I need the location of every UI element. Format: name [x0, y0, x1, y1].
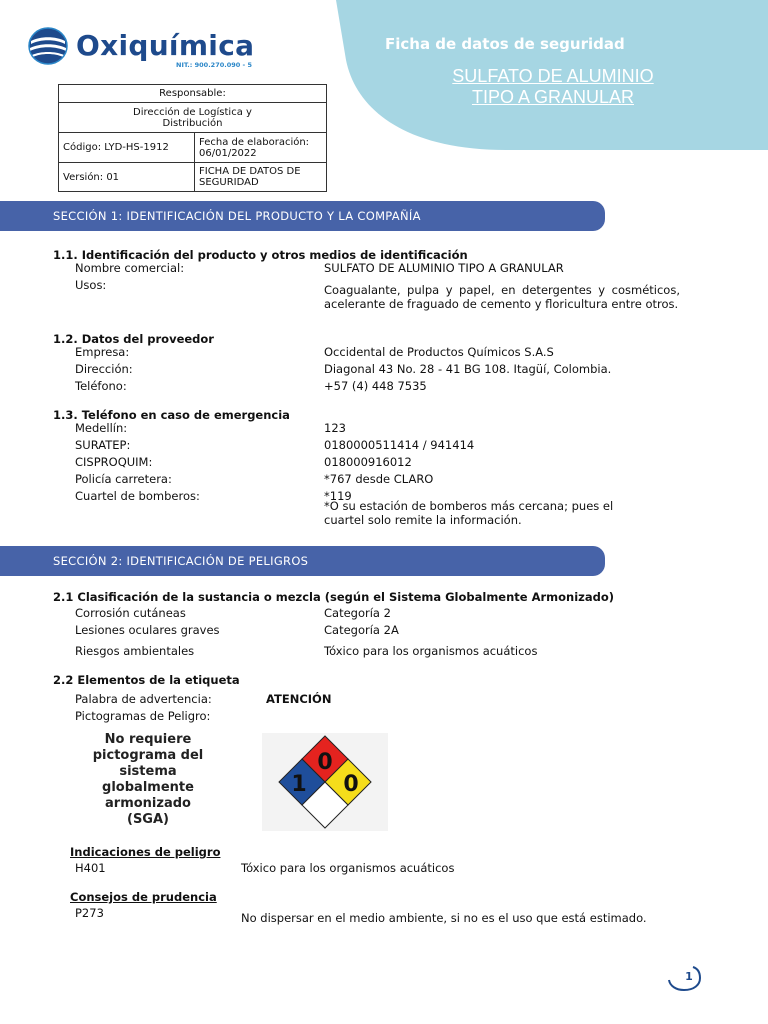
h401-text: Tóxico para los organismos acuáticos [241, 861, 455, 875]
suratep-value: 0180000511414 / 941414 [324, 438, 475, 452]
telefono-label: Teléfono: [75, 379, 127, 393]
subsection-2-2-title: 2.2 Elementos de la etiqueta [53, 673, 240, 687]
p273-code: P273 [75, 906, 104, 920]
page-number: 1 [685, 970, 693, 983]
product-title [395, 66, 711, 108]
direccion-text: Dirección de Logística y Distribución [133, 106, 252, 129]
cisproquim-label: CISPROQUIM: [75, 455, 153, 469]
section-1-title: SECCIÓN 1: IDENTIFICACIÓN DEL PRODUCTO Y LA COMPAÑÍA [53, 209, 421, 223]
corrosion-value: Categoría 2 [324, 606, 391, 620]
corrosion-label: Corrosión cutáneas [75, 606, 186, 620]
consejos-title: Consejos de prudencia [70, 890, 217, 904]
policia-value: *767 desde CLARO [324, 472, 434, 486]
company-nit: NIT.: 900.270.090 - 5 [176, 61, 253, 69]
fecha-cell: Fecha de elaboración: 06/01/2022 [195, 133, 327, 163]
suratep-label: SURATEP: [75, 438, 131, 452]
subsection-1-3-title: 1.3. Teléfono en caso de emergencia [53, 408, 290, 422]
pictogramas-label: Pictogramas de Peligro: [75, 709, 211, 723]
empresa-value: Occidental de Productos Químicos S.A.S [324, 345, 554, 359]
version-cell: Versión: 01 [59, 163, 195, 192]
lesiones-value: Categoría 2A [324, 623, 399, 637]
p273-text: No dispersar en el medio ambiente, si no es el uso que está estimado. [241, 911, 647, 925]
document-info-table [58, 84, 327, 192]
section-2-title: SECCIÓN 2: IDENTIFICACIÓN DE PELIGROS [53, 554, 309, 568]
direccion-cell [59, 103, 327, 133]
palabra-label: Palabra de advertencia: [75, 692, 212, 706]
medellin-value: 123 [324, 421, 346, 435]
product-title-line-1: SULFATO DE ALUMINIO [452, 66, 654, 86]
bomberos-value: *119 [324, 489, 352, 503]
document-type-title: Ficha de datos de seguridad [385, 35, 625, 53]
section-2-header [0, 546, 605, 576]
cisproquim-value: 018000916012 [324, 455, 412, 469]
usos-value: Coagualante, pulpa y papel, en detergentes y cosméticos, acelerante de fraguado de cemento y floricultura entre otros. [324, 283, 680, 311]
responsable-cell: Responsable: [59, 85, 327, 103]
policia-label: Policía carretera: [75, 472, 172, 486]
sga-notice: No requiere pictograma del sistema globalmente armonizado (SGA) [92, 732, 204, 827]
section-1-header [0, 201, 605, 231]
bomberos-note: *O su estación de bomberos más cercana; pues el cuartel solo remite la información. [324, 499, 614, 527]
nfpa-diamond-icon [262, 733, 388, 831]
page-number-badge [667, 964, 701, 992]
nfpa-flammability: 0 [317, 750, 333, 775]
subsection-1-2-title: 1.2. Datos del proveedor [53, 332, 214, 346]
codigo-cell: Código: LYD-HS-1912 [59, 133, 195, 163]
empresa-label: Empresa: [75, 345, 130, 359]
bomberos-label: Cuartel de bomberos: [75, 489, 200, 503]
palabra-value: ATENCIÓN [266, 692, 332, 706]
tipo-cell: FICHA DE DATOS DE SEGURIDAD [195, 163, 327, 192]
subsection-2-1-title: 2.1 Clasificación de la sustancia o mezcla (según el Sistema Globalmente Armonizado) [53, 590, 615, 604]
direccion-label: Dirección: [75, 362, 133, 376]
medellin-label: Medellín: [75, 421, 128, 435]
indicaciones-title: Indicaciones de peligro [70, 845, 221, 859]
lesiones-label: Lesiones oculares graves [75, 623, 220, 637]
riesgos-value: Tóxico para los organismos acuáticos [324, 644, 538, 658]
logo-globe-icon [26, 26, 70, 66]
riesgos-label: Riesgos ambientales [75, 644, 195, 658]
nfpa-health: 1 [291, 772, 307, 797]
usos-label: Usos: [75, 278, 107, 292]
nombre-comercial-value: SULFATO DE ALUMINIO TIPO A GRANULAR [324, 261, 564, 275]
nfpa-reactivity: 0 [343, 772, 359, 797]
product-title-line-2: TIPO A GRANULAR [471, 87, 635, 107]
direccion-value: Diagonal 43 No. 28 - 41 BG 108. Itagüí, Colombia. [324, 362, 612, 376]
company-logo [26, 24, 276, 72]
subsection-1-1-title: 1.1. Identificación del producto y otros medios de identificación [53, 248, 468, 262]
logo-wordmark: Oxiquímica [76, 29, 255, 62]
nombre-comercial-label: Nombre comercial: [75, 261, 185, 275]
telefono-value: +57 (4) 448 7535 [324, 379, 427, 393]
h401-code: H401 [75, 861, 106, 875]
